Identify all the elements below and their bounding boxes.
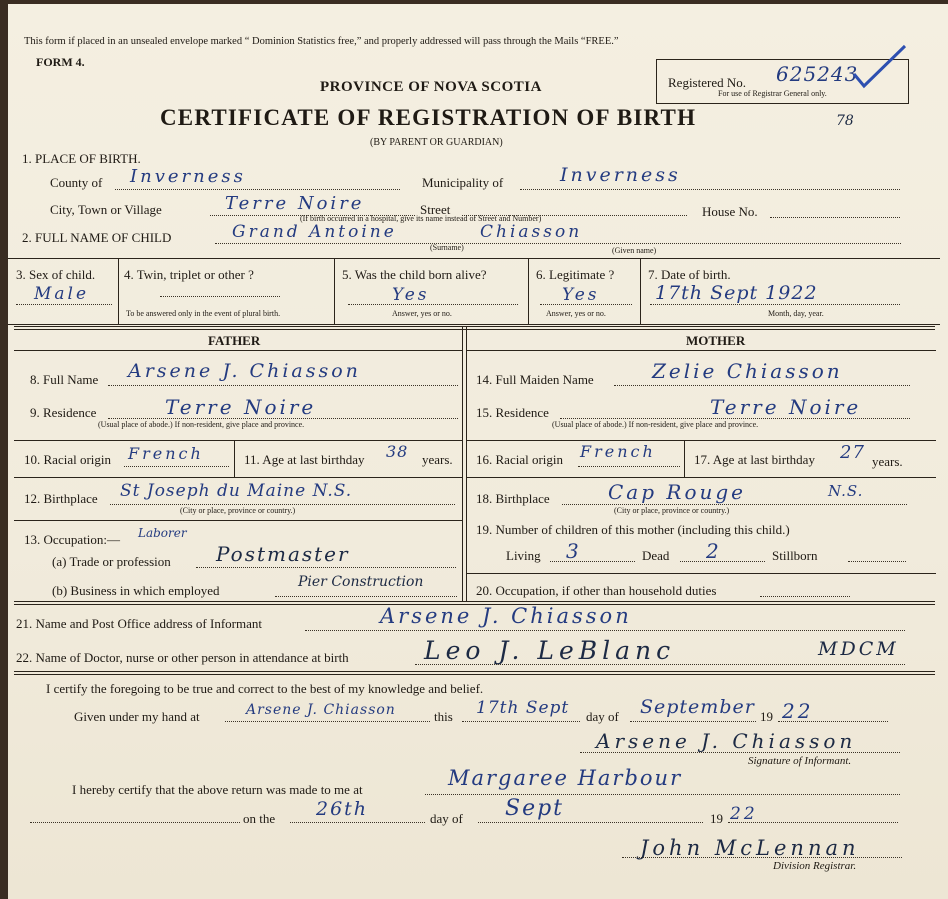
registration-month: Sept — [505, 796, 565, 821]
date-of-birth-label: 7. Date of birth. — [648, 267, 731, 282]
surname-note: (Given name) — [612, 246, 657, 255]
given-under-label: Given under my hand at — [74, 709, 200, 724]
dead-value: 2 — [706, 539, 722, 563]
registration-year: 22 — [730, 804, 758, 824]
date-note: Month, day, year. — [768, 309, 824, 318]
form-number: FORM 4. — [36, 55, 85, 69]
top-edge — [0, 0, 948, 4]
registration-day-of-label: day of — [430, 811, 463, 826]
corner-mark: 78 — [836, 113, 854, 129]
top-note: This form if placed in an unsealed envelope marked “ Dominion Statistics free,” and properly addressed will pass through the Mails “FREE.” — [24, 36, 619, 47]
city-label: City, Town or Village — [50, 202, 162, 217]
year-prefix: 19 — [760, 709, 773, 724]
father-race-label: 10. Racial origin — [24, 452, 112, 467]
doctor-label: 22. Name of Doctor, nurse or other person in attendance at birth — [16, 650, 349, 665]
registered-note: For use of Registrar General only. — [718, 89, 827, 98]
registrar-signature-label: Division Registrar. — [773, 860, 857, 872]
sex-value: Male — [34, 284, 90, 304]
city-note: (If birth occurred in a hospital, give its name instead of Street and Number) — [300, 214, 542, 223]
father-race: French — [128, 444, 204, 463]
county-value: Inverness — [130, 166, 246, 187]
given-place: Arsene J. Chiasson — [246, 702, 396, 718]
province-heading: PROVINCE OF NOVA SCOTIA — [320, 79, 542, 95]
municipality-value: Inverness — [560, 164, 681, 186]
mother-name-label: 14. Full Maiden Name — [476, 372, 594, 387]
occupation-label: 13. Occupation:— — [24, 532, 121, 547]
trade-label: (a) Trade or profession — [52, 554, 171, 569]
mother-age: 27 — [840, 442, 865, 463]
mother-birthplace: Cap Rouge — [608, 480, 747, 504]
registration-year-prefix: 19 — [710, 811, 723, 826]
child-given-name: Grand Antoine — [232, 222, 397, 242]
father-birthplace: St Joseph du Maine N.S. — [120, 481, 353, 501]
date-of-birth-value: 17th Sept 1922 — [655, 282, 818, 304]
father-years-label: years. — [422, 452, 453, 467]
mother-birthplace-label: 18. Birthplace — [476, 491, 550, 506]
given-month: September — [640, 696, 755, 718]
registration-day: 26th — [316, 798, 369, 820]
mother-race-label: 16. Racial origin — [476, 452, 564, 467]
legitimate-note: Answer, yes or no. — [546, 309, 606, 318]
registrar-signature: John McLennan — [640, 836, 860, 860]
living-label: Living — [506, 548, 541, 563]
given-day: 17th Sept — [476, 698, 570, 718]
doctor-suffix: MDCM — [818, 638, 899, 660]
father-heading: FATHER — [208, 333, 261, 348]
given-year: 22 — [782, 699, 814, 723]
father-trade-extra: Laborer — [138, 526, 187, 540]
child-surname: Chiasson — [480, 222, 583, 242]
mother-years-label: years. — [872, 454, 903, 469]
legitimate-label: 6. Legitimate ? — [536, 267, 615, 282]
mother-race: French — [580, 442, 656, 461]
house-number-label: House No. — [702, 204, 758, 219]
informant-signature-label: Signature of Informant. — [748, 755, 852, 767]
father-business: Pier Construction — [298, 574, 424, 590]
this-label: this — [434, 709, 453, 724]
mother-residence-note: (Usual place of abode.) If non-resident, give place and province. — [552, 420, 759, 429]
day-of-label: day of — [586, 709, 619, 724]
registrar-certify-text: I hereby certify that the above return was made to me at — [72, 782, 363, 797]
living-value: 3 — [566, 539, 582, 563]
informant-signature: Arsene J. Chiasson — [596, 729, 857, 753]
mother-name: Zelie Chiasson — [652, 359, 843, 383]
business-label: (b) Business in which employed — [52, 583, 220, 598]
mother-residence: Terre Noire — [710, 395, 862, 419]
father-name: Arsene J. Chiasson — [128, 360, 361, 382]
registration-place: Margaree Harbour — [448, 766, 683, 790]
alive-note: Answer, yes or no. — [392, 309, 452, 318]
city-value: Terre Noire — [225, 193, 365, 214]
legitimate-value: Yes — [562, 285, 600, 305]
county-label: County of — [50, 175, 103, 190]
mother-occupation-label: 20. Occupation, if other than household duties — [476, 583, 717, 598]
twin-note: To be answered only in the event of plural birth. — [126, 309, 281, 318]
father-age-label: 11. Age at last birthday — [244, 452, 365, 467]
mother-heading: MOTHER — [686, 333, 746, 348]
father-residence: Terre Noire — [165, 395, 317, 419]
child-name-label: 2. FULL NAME OF CHILD — [22, 230, 172, 245]
father-name-label: 8. Full Name — [30, 372, 99, 387]
place-of-birth-heading: 1. PLACE OF BIRTH. — [22, 151, 141, 166]
certify-text: I certify the foregoing to be true and correct to the best of my knowledge and belief. — [46, 681, 484, 696]
registered-number: 625243 — [776, 62, 859, 86]
twin-label: 4. Twin, triplet or other ? — [124, 267, 254, 282]
sex-label: 3. Sex of child. — [16, 267, 96, 282]
alive-value: Yes — [392, 285, 430, 305]
municipality-label: Municipality of — [422, 175, 504, 190]
father-age: 38 — [386, 442, 409, 461]
mother-age-label: 17. Age at last birthday — [694, 452, 815, 467]
mother-birthplace-province: N.S. — [828, 482, 864, 500]
father-trade: Postmaster — [216, 542, 350, 566]
stillborn-label: Stillborn — [772, 548, 818, 563]
dead-label: Dead — [642, 548, 670, 563]
registered-label: Registered No. — [668, 75, 746, 90]
alive-label: 5. Was the child born alive? — [342, 267, 487, 282]
father-birthplace-note: (City or place, province or country.) — [180, 506, 296, 515]
certificate-subtitle: (BY PARENT OR GUARDIAN) — [370, 137, 503, 148]
on-the-label: on the — [243, 811, 276, 826]
children-count-label: 19. Number of children of this mother (including this child.) — [476, 522, 790, 537]
mother-birthplace-note: (City or place, province or country.) — [614, 506, 730, 515]
street-label: Street — [420, 202, 451, 217]
father-birthplace-label: 12. Birthplace — [24, 491, 98, 506]
left-edge — [0, 0, 8, 899]
certificate-title: CERTIFICATE OF REGISTRATION OF BIRTH — [160, 105, 697, 130]
informant-label: 21. Name and Post Office address of Informant — [16, 616, 262, 631]
father-residence-note: (Usual place of abode.) If non-resident, give place and province. — [98, 420, 305, 429]
father-residence-label: 9. Residence — [30, 405, 97, 420]
check-mark-icon — [850, 42, 910, 92]
informant-value: Arsene J. Chiasson — [380, 604, 632, 628]
mother-residence-label: 15. Residence — [476, 405, 549, 420]
given-name-note: (Surname) — [430, 243, 464, 252]
doctor-value: Leo J. LeBlanc — [424, 636, 676, 665]
